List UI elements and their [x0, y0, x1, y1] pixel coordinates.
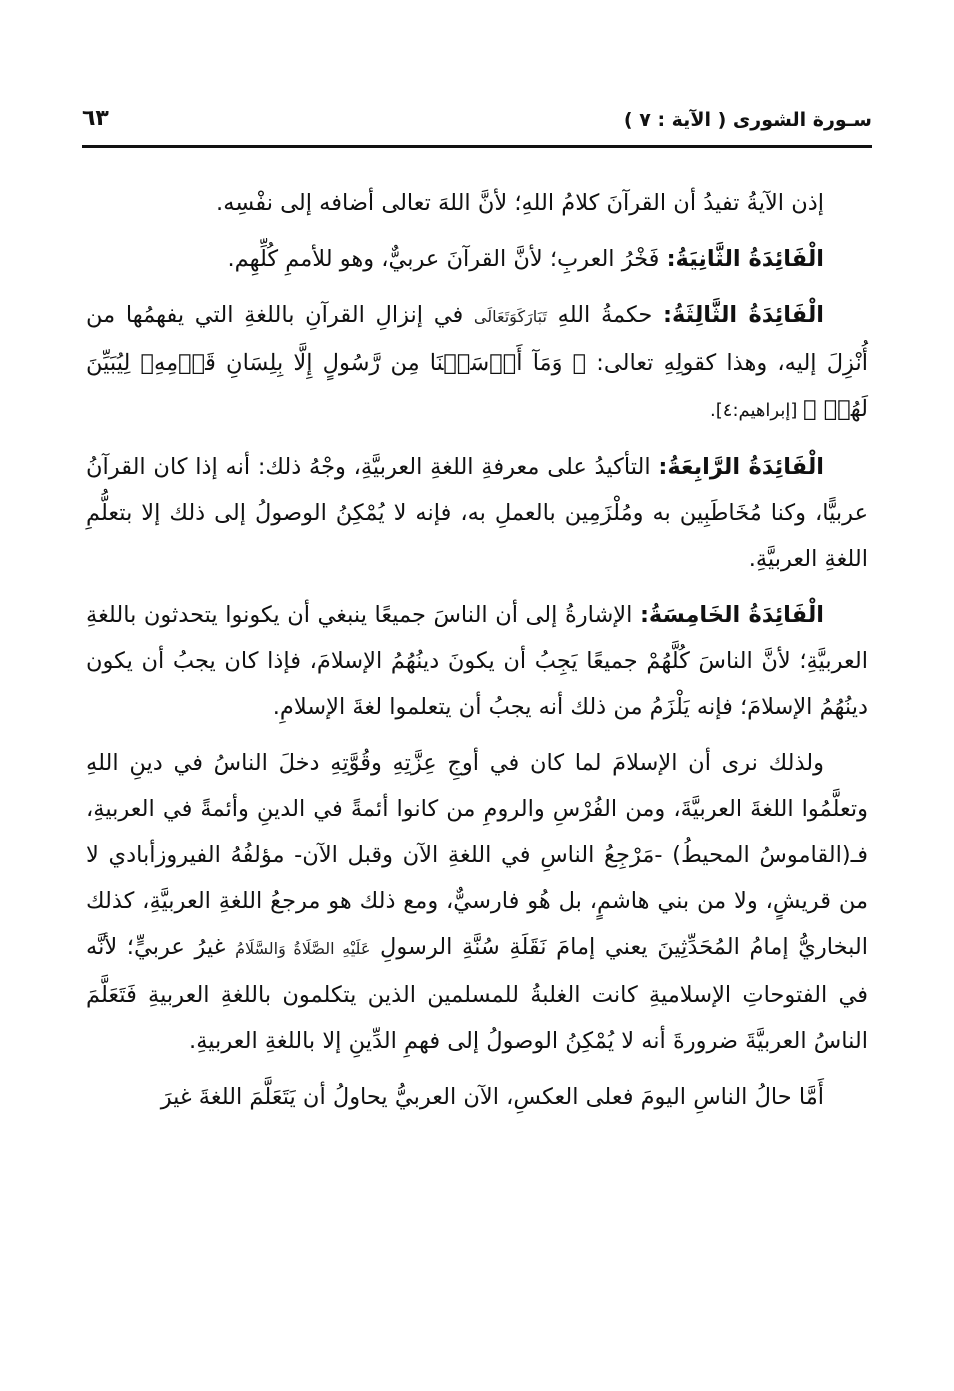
paragraph-fifth-benefit: [86, 592, 868, 730]
honorific-phrase: تَبَارَكَوَتَعَالَى: [473, 307, 547, 326]
paragraph-text: غيرُ عربيٍّ؛ لأنَّه في الفتوحاتِ الإسلاميةِ كانت الغلبةُ للمسلمين الذين يتكلمون باللغةِ العربيةِ فَتَعَلَّمَ الناسُ العربيَّةَ ضرورةَ أنه لا يُمْكِنُ الوصولُ إلى فهمِ الدِّينِ إلا باللغةِ العربيةِ.: [86, 934, 868, 1054]
paragraph-history: [86, 740, 868, 1064]
paragraph-intro: [86, 180, 868, 226]
paragraph-text: أَمَّا حالُ الناسِ اليومَ فعلى العكسِ، الآن العربيُّ يحاولُ أن يَتَعَلَّمَ اللغةَ غيرَ: [160, 1084, 824, 1110]
benefit-heading: الْفَائِدَةُ الثَّالِثَةُ:: [663, 302, 824, 328]
page-number: ٦٣: [82, 106, 109, 131]
paragraph-text: ولذلك نرى أن الإسلامَ لما كان في أوجِ عِزَّتِهِ وقُوَّتِهِ دخلَ الناسُ في دينِ اللهِ وتعلَّمُوا اللغةَ العربيَّةَ، ومن الفُرْسِ والرومِ من كانوا أئمةً في الدينِ وأئمةً في العربيةِ، فـ(القاموسُ المحيطُ) -مَرْجِعُ الناسِ في اللغةِ الآن وقبل الآن- مؤلفُهُ الفيروزأبادي لا من قريشٍ، ولا من بني هاشمٍ، بل هُو فارسيٌّ، ومع ذلك هو مرجعُ اللغةِ العربيَّةِ، كذلك البخاريُّ إمامُ المُحَدِّثِينَ يعني إمامَ نَقَلَةِ سُنَّةِ الرسولِ: [86, 750, 868, 960]
paragraph-today: [86, 1074, 868, 1120]
running-header: [82, 104, 872, 144]
paragraph-third-benefit: [86, 292, 868, 434]
paragraph-text: فَخْرُ العربِ؛ لأنَّ القرآنَ عربيٌّ، وهو للأممِ كُلِّهِم.: [227, 246, 667, 272]
page-body: [86, 180, 868, 1351]
benefit-heading: الْفَائِدَةُ الخَامِسَةُ:: [639, 602, 824, 628]
paragraph-second-benefit: [86, 236, 868, 282]
benefit-heading: الْفَائِدَةُ الثَّانِيَةُ:: [666, 246, 824, 272]
paragraph-text: في إنزالِ القرآنِ باللغةِ التي يفهمُها من أُنْزِلَ إليه، وهذا كقولِهِ تعالى:: [86, 302, 868, 376]
quran-verse: ﴿ وَمَآ أَرۡسَلۡنَا مِن رَّسُولٍ إِلَّا بِلِسَانِ قَوۡمِهِۦ لِيُبَيِّنَ لَهُمۡ ﴾: [86, 350, 868, 422]
paragraph-text: التأكيدُ على معرفةِ اللغةِ العربيَّةِ، وجْهُ ذلك: أنه إذا كان القرآنُ عربيًّا، وكنا مُخَاطَبِين به ومُلْزَمِين بالعملِ به، فإنه لا يُمْكِنُ الوصولُ إلى ذلك إلا بتعلُّمِ اللغةِ العربيَّةِ.: [86, 454, 868, 572]
benefit-heading: الْفَائِدَةُ الرَّابِعَةُ:: [658, 454, 824, 480]
header-divider: [82, 145, 872, 148]
honorific-phrase: عَلَيْهِ الصَّلَاةُ وَالسَّلَامُ: [235, 939, 371, 958]
paragraph-text: الإشارةُ إلى أن الناسَ جميعًا ينبغي أن يكونوا يتحدثون باللغةِ العربيَّةِ؛ لأنَّ الناسَ كُلَّهُمْ جميعًا يَجِبُ أن يكونَ دينُهُمُ الإسلامَ، فإذا كان يجبُ أن يكون دينُهُمُ الإسلامَ؛ فإنه يَلْزَمُ من ذلك أنه يجبُ أن يتعلموا لغةَ الإسلامِ.: [86, 602, 868, 720]
paragraph-fourth-benefit: [86, 444, 868, 582]
surah-running-title: سـورة الشورى ( الآية : ٧ ): [623, 109, 872, 131]
paragraph-text: حكمةُ اللهِ: [546, 302, 664, 328]
verse-reference: [إبراهيم:٤].: [710, 400, 804, 421]
paragraph-text: إذن الآيةُ تفيدُ أن القرآنَ كلامُ اللهِ؛ لأنَّ اللهَ تعالى أضافه إلى نفْسِه.: [216, 190, 824, 216]
